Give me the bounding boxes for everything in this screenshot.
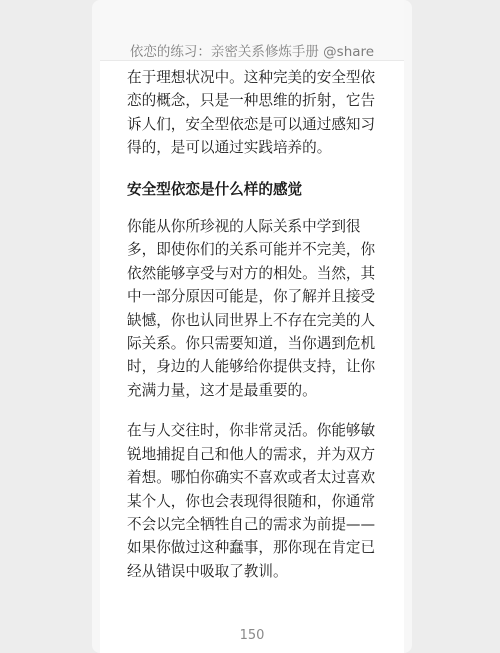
book-title: 依恋的练习：亲密关系修炼手册 @share bbox=[129, 44, 375, 60]
page-number: 150 bbox=[239, 628, 265, 643]
book-page bbox=[100, 0, 404, 653]
intro-paragraph: 在于理想状况中。这种完美的安全型依恋的概念，只是一种思维的折射，它告诉人们，安全型依恋是可以通过感知习得的，是可以通过实践培养的。 bbox=[127, 69, 376, 157]
section-heading: 安全型依恋是什么样的感觉 bbox=[127, 180, 303, 198]
body-paragraph-2: 在与人交往时，你非常灵活。你能够敏锐地捕捉自己和他人的需求，并为双方着想。哪怕你确实不喜欢或者太过喜欢某个人，你也会表现得很随和，你通常不会以完全牺牲自己的需求为前提——如果你做过这种蠢事，那你现在肯定已经从错误中吸取了教训。 bbox=[127, 422, 376, 580]
page-content bbox=[127, 66, 379, 583]
page-header bbox=[100, 0, 404, 61]
body-paragraph-1: 你能从你所珍视的人际关系中学到很多，即使你们的关系可能并不完美，你依然能够享受与对方的相处。当然，其中一部分原因可能是，你了解并且接受缺憾，你也认同世界上不存在完美的人际关系。你只需要知道，当你遇到危机时，身边的人能够给你提供支持，让你充满力量，这才是最重要的。 bbox=[127, 218, 376, 399]
